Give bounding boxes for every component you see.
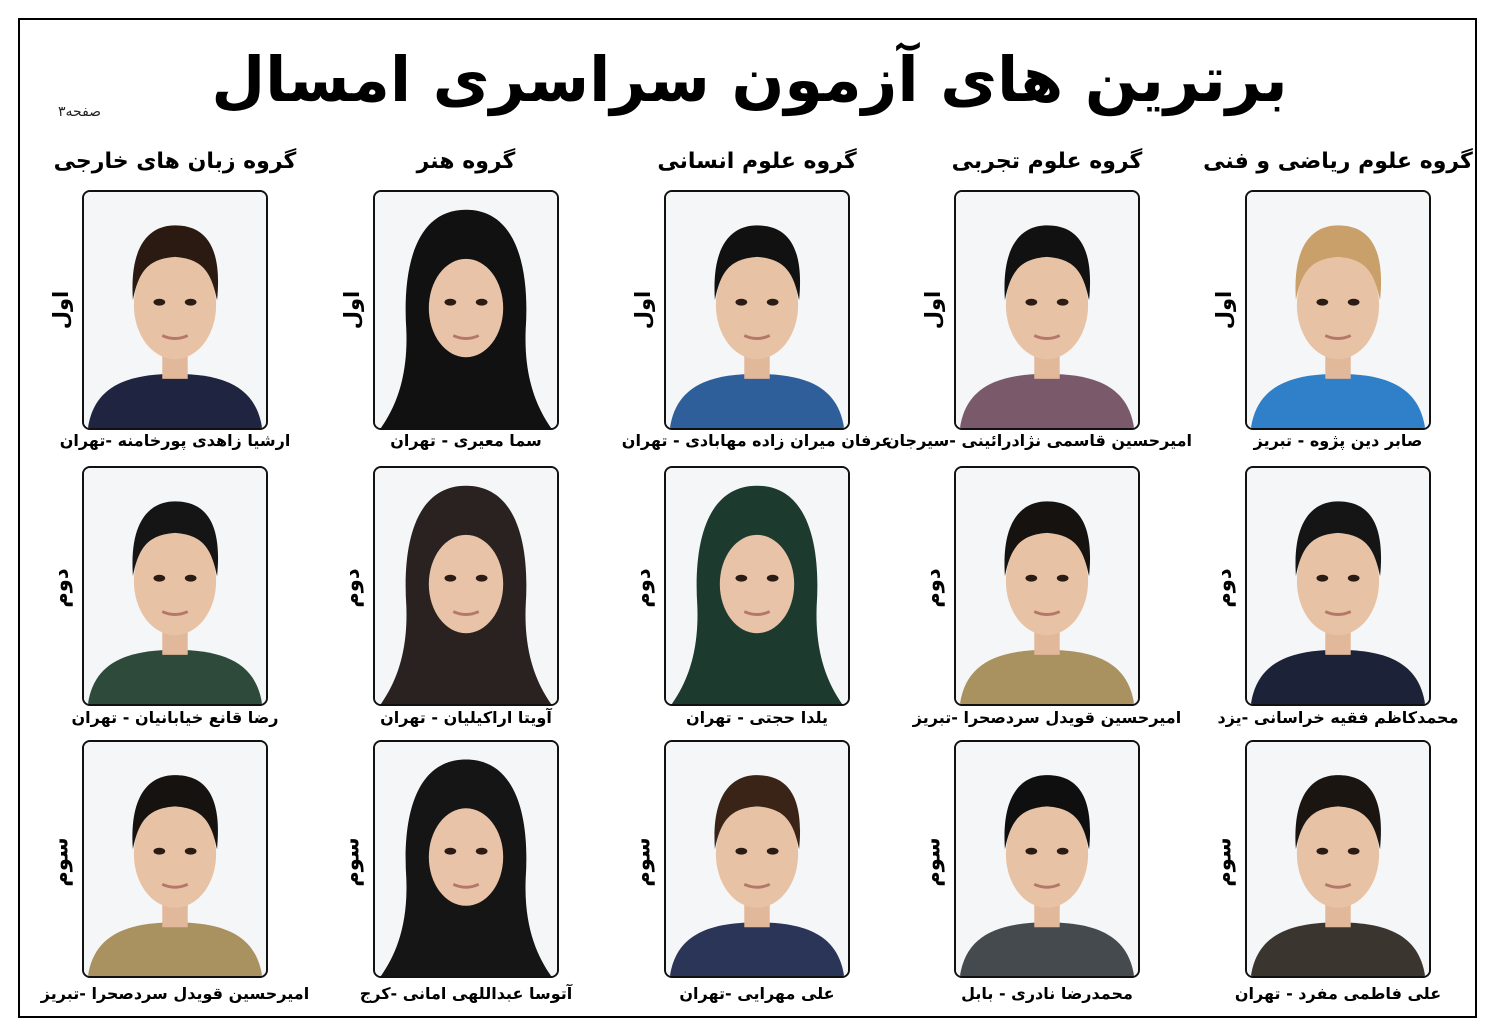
rank-text: اول xyxy=(921,290,946,330)
rank-label xyxy=(337,548,367,628)
rank-label xyxy=(1209,548,1239,628)
winner-name: محمدکاظم فقیه خراسانی -یزد xyxy=(1217,708,1459,727)
rank-text: اول xyxy=(1212,290,1237,330)
rank-label xyxy=(46,270,76,350)
winner-photo xyxy=(954,740,1140,978)
winner-photo xyxy=(664,190,850,430)
winner-name: عرفان میران زاده مهابادی - تهران xyxy=(621,431,893,450)
winner-name: آویتا اراکیلیان - تهران xyxy=(380,708,552,727)
group-header: گروه هنر xyxy=(416,149,516,174)
rank-label xyxy=(628,548,658,628)
winner-photo xyxy=(82,466,268,706)
winner-photo xyxy=(664,466,850,706)
rank-text: دوم xyxy=(49,568,74,608)
winner-name: ارشیا زاهدی پورخامنه -تهران xyxy=(59,431,291,450)
winner-name: علی مهرایی -تهران xyxy=(679,984,835,1003)
winner-photo xyxy=(1245,466,1431,706)
rank-text: دوم xyxy=(1212,568,1237,608)
rank-text: سوم xyxy=(631,837,655,887)
winner-name: محمدرضا نادری - بابل xyxy=(961,984,1133,1003)
rank-label xyxy=(46,548,76,628)
winner-photo xyxy=(1245,740,1431,978)
winner-photo xyxy=(664,740,850,978)
winner-photo xyxy=(373,190,559,430)
rank-label xyxy=(628,270,658,350)
rank-label xyxy=(628,822,658,902)
rank-label xyxy=(46,822,76,902)
rank-text: اول xyxy=(340,290,365,330)
rank-text: سوم xyxy=(1212,837,1236,887)
winner-photo xyxy=(954,190,1140,430)
winner-photo xyxy=(373,740,559,978)
rank-text: سوم xyxy=(921,837,945,887)
group-header: گروه علوم انسانی xyxy=(657,149,857,174)
rank-label xyxy=(918,270,948,350)
rank-text: اول xyxy=(631,290,656,330)
group-header: گروه علوم تجربی xyxy=(951,149,1143,174)
winner-name: امیرحسین قویدل سردصحرا -تبریز xyxy=(40,984,310,1003)
winner-name: آتوسا عبداللهی امانی -کرج xyxy=(359,984,573,1003)
page-number-label: صفحه۳ xyxy=(58,104,102,120)
winner-photo xyxy=(373,466,559,706)
group-header: گروه زبان های خارجی xyxy=(53,149,297,174)
rank-label xyxy=(337,822,367,902)
rank-text: دوم xyxy=(631,568,656,608)
winner-name: یلدا حجتی - تهران xyxy=(685,708,829,727)
rank-label xyxy=(1209,822,1239,902)
winner-name: سما معیری - تهران xyxy=(390,431,542,450)
winner-name: صابر دین پژوه - تبریز xyxy=(1253,431,1423,450)
rank-text: دوم xyxy=(921,568,946,608)
group-header: گروه علوم ریاضی و فنی xyxy=(1203,149,1473,174)
rank-label xyxy=(918,548,948,628)
winner-name: رضا قانع خیابانیان - تهران xyxy=(71,708,279,727)
winner-name: امیرحسین قویدل سردصحرا -تبریز xyxy=(912,708,1182,727)
rank-text: اول xyxy=(49,290,74,330)
rank-label xyxy=(918,822,948,902)
rank-text: سوم xyxy=(49,837,73,887)
winner-name: علی فاطمی مفرد - تهران xyxy=(1234,984,1442,1003)
winner-photo xyxy=(1245,190,1431,430)
rank-text: دوم xyxy=(340,568,365,608)
winner-photo xyxy=(82,190,268,430)
winner-photo xyxy=(954,466,1140,706)
rank-label xyxy=(1209,270,1239,350)
winner-photo xyxy=(82,740,268,978)
rank-label xyxy=(337,270,367,350)
page-title: برترین های آزمون سراسری امسال xyxy=(211,43,1288,116)
rank-text: سوم xyxy=(340,837,364,887)
winner-name: امیرحسین قاسمی نژادرائینی -سیرجان xyxy=(885,431,1192,450)
